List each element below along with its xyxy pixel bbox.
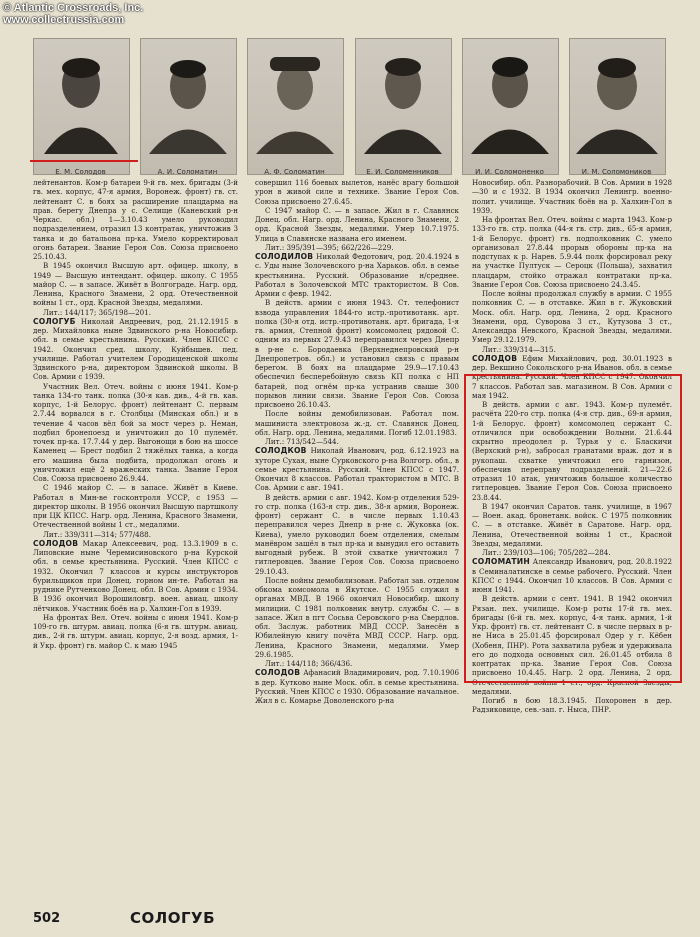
text-column-2 [255, 178, 459, 705]
portrait-photo-1 [33, 38, 130, 175]
literature-reference: Лит.: 144/118; 366/436. [265, 659, 353, 668]
entry-heading: СОЛОГУБ [33, 316, 76, 326]
portrait-photo-4 [355, 38, 452, 175]
literature-reference: Лит.: 395/391—395; 662/226—229. [265, 242, 394, 252]
article-paragraph: После войны демобилизован. Работал зав. отделом обкома комсомола в Якутске. С 1955 служил в органах МВД. В 1966 окончил Новосибир. школу милиции. С 1981 полковник внутр. службы С. — в запасе. Жил в пгт Сосьва Серовского р-на Свердлов. обл. Заслуж. работник МВД СССР. Занесён в Юбилейную книгу почёта МВД СССР. Нагр. орд. Ленина, Красного Знамени, медалями. Умер 29.6.1985. [255, 575, 459, 659]
portrait-row [28, 28, 672, 178]
article-paragraph: В действ. армии с июня 1943. Ст. телефонист взвода управления 1844-го истр.-противотанк. арт. полка (30-я отд. истр.-противотанк. арт. бригада, 1-я гв. армия, Степной фронт) комсомолец рядовой С. одним из первых 27.9.43 переправился через Днепр в р-не с. Бородаевка (Верхнеднепровский р-н Днепропетров. обл.) и установил связь с правым берегом. В боях на плацдарме 29.9—17.10.43 обеспечил бесперебойную связь КП полка с НП батарей, под огнём пр-ка устранив свыше 300 порывов линии связи. Звание Героя Сов. Союза присвоено 26.10.43. [255, 298, 459, 409]
portrait-photo-6 [569, 38, 666, 175]
article-paragraph: В действ. армии с сент. 1941. В 1942 окончил Рязан. пех. училище. Ком-р роты 17-й гв. мех. бригады (6-й гв. мех. корпус, 4-я танк. армия, 1-й Укр. фронт) гв. ст. лейтенант С. в числе первых в р-не Ниса в 25.01.45 форсировал Одер у г. Кёбен (Хобеня, ПНР). Рота захватила рубеж и удерживала его до подхода основных сил. 26.01.45 отбила 8 контратак пр-ка. Звание Героя Сов. Союза присвоено 10.4.45. Нагр. 2 орд. Ленина, 2 орд. Отечественной войны 1 ст., орд. Красной Звезды, медалями. [472, 594, 672, 696]
portrait-caption-6: И. М. Соломоников [581, 168, 652, 176]
article-paragraph: лейтенантов. Ком-р батареи 9-й гв. мех. бригады (3-й гв. мех. корпус, 47-я армия, Воронеж. фронт) гв. ст. лейтенант С. в боях за расширение плацдарма на прав. берегу Днепра у с. Селище (Каневский р-н Черкас. обл.) 1—3.10.43 умело руководил подразделением, отразил 13 контратак, уничтожив 3 танка и до батальона пр-ка. Умело корректировал огонь батареи. Звание Героя Сов. Союза присвоено 25.10.43. [33, 178, 238, 261]
article-paragraph: Макар Алексеевич, род. 13.3.1909 в с. Липовские ныне Черемисиновского р-на Курской обл. в семье крестьянина. Русский. Член КПСС с 1932. Окончил 7 классов и курсы инструкторов бурильщиков при Донец. горном ин-те. Работал на руднике Рутченково Донец. обл. В Сов. Армии с 1934. В 1936 окончил Ворошиловгр. воен. авиац. школу лётчиков. Участник боёв на р. Халхин-Гол в 1939. [33, 538, 238, 613]
article-paragraph: Александр Иванович, род. 20.8.1922 в Семиналатинске в семье рабочего. Русский. Член КПСС с 1944. Окончил 10 классов. В Сов. Армии с июня 1941. [472, 557, 672, 594]
article-paragraph: На фронтах Вел. Отеч. войны с марта 1943. Ком-р 133-го гв. стр. полка (44-я гв. стр. див., 65-я армия, 1-й Белорус. фронт) гв. подполковник С. умело организовал 27.8.44 прорыв обороны пр-ка на подступах к р. Нарев. 5.9.44 полк форсировал реку на участке Пултуск — Сероцк (Польша), захватил плацдарм, стойко отражал контратаки пр-ка. Звание Героя Сов. Союза присвоено 24.3.45. [472, 215, 672, 289]
literature-reference: Лит.: 339/311—314; 577/488. [43, 529, 151, 539]
portrait-caption-2: А. И. Соломатин [157, 168, 218, 176]
running-head: СОЛОГУБ [130, 909, 216, 927]
literature-reference: Лит.: 339/314—315. [482, 344, 556, 354]
portrait-silhouette-5 [463, 39, 558, 154]
article-paragraph: совершил 116 боевых вылетов, нанёс врагу большой урон в живой силе и технике. Звание Героя Сов. Союза присвоено 27.6.45. [255, 178, 459, 206]
portrait-caption-3: А. Ф. Соломатин [264, 168, 325, 176]
entry-heading: СОЛОМАТИН [472, 557, 530, 567]
article-paragraph: Афанасий Владимирович, род. 7.10.1906 в дер. Кутково ныне Моск. обл. в семье крестьянина. Русский. Член КПСС с 1930. Образование начальное. Жил в с. Комарье Доволенского р-на [255, 668, 459, 705]
article-paragraph: С 1946 майор С. — в запасе. Живёт в Киеве. Работал в Мин-ве госконтроля УССР, с 1953 — директор школы. В 1956 окончил Высшую партшколу при ЦК КПСС. Нагр. орд. Ленина, Красного Знамени, Отечественной войны 1 ст., медалями. [33, 483, 238, 530]
article-paragraph: В 1945 окончил Высшую арт. офицер. школу, в 1949 — Высшую интендант. офицер. школу. С 1955 майор С. — в запасе. Живёт в Волгограде. Нагр. орд. Ленина, Красного Знамени, 2 орд. Отечественной войны 1 ст., орд. Красной Звезды, медалями. [33, 261, 238, 308]
portrait-silhouette-4 [356, 39, 451, 154]
portrait-caption-1: Е. М. Солодов [55, 168, 106, 176]
page-number: 502 [33, 911, 61, 926]
caption-highlight-underline [30, 160, 138, 162]
portrait-caption-5: И. И. Соломоненко [475, 168, 544, 176]
entry-heading: СОЛОДОВ [33, 538, 79, 548]
article-paragraph: В 1947 окончил Саратов. танк. училище, в 1967 — Воен. акад. бронетанк. войск. С 1975 полковник С. — в отставке. Живёт в Саратове. Нагр. орд. Ленина, Отечественной войны 1 ст., Красной Звезды, медалями. [472, 501, 672, 548]
article-paragraph: Участник Вел. Отеч. войны с июня 1941. Ком-р танка 134-го танк. полка (30-я кав. див., 4-й гв. кав. корпус, 1-й Белорус. фронт) лейтенант С. первым 2.7.44 ворвался в г. Столбцы (Минская обл.) и в течение 4 часов вёл бой за мост через р. Неман, подбил бронепоезд и уничтожил до 10 пулемёт. точек пр-ка. 17.7.44 у дер. Выгонощи в бою на шоссе Каменец — Брест подбил 2 тяжёлых танка, а когда его машина была подбита, продолжал огонь и уничтожил ещё 2 вражеских танка. Звание Героя Сов. Союза присвоено 26.9.44. [33, 381, 238, 483]
article-paragraph: Новосибир. обл. Разнорабочий. В Сов. Армии в 1928—30 и с 1932. В 1934 окончил Ленингр. военно-полит. училище. Участник боёв на р. Халхин-Гол в 1939. [472, 178, 672, 215]
entry-heading: СОЛОДОВ [472, 353, 518, 363]
portrait-caption-4: Е. И. Соломенников [366, 168, 439, 176]
article-paragraph: После войны продолжал службу в армии. С 1955 полковник С. — в отставке. Жил в г. Жуковский Моск. обл. Нагр. орд. Ленина, 2 орд. Красного Знамени, орд. Суворова 3 ст., Кутузова 3 ст., Александра Невского, Красной Звезды, медалями. Умер 29.12.1979. [472, 289, 672, 345]
article-paragraph: Николай Федотович, род. 20.4.1924 в с. Уды ныне Золочевского р-на Харьков. обл. в семье крестьянина. Русский. Образование н/среднее. Работал в Золочевской МТС трактористом. В Сов. Армии с февр. 1942. [255, 252, 459, 298]
portrait-photo-3 [247, 38, 344, 175]
article-paragraph: В действ. армии с авг. 1943. Ком-р пулемёт. расчёта 220-го стр. полка (4-я стр. див., 69-я армия, 1-й Белорус. фронт) комсомолец сержант С. отличился при освобождении Волыни. 21.6.44 скрытно преодолел р. Турья у с. Бласкичи (Верхский р-н), забросал гранатами враж. дот и в рукопаш. схватке уничтожил его гарнизон, обеспечив переправу подразделений. 21—22.6 отразил 10 атак, уничтожив большое количество гитлеровцев. Звание Героя Сов. Союза присвоено 23.8.44. [472, 400, 672, 502]
article-paragraph: Николай Андреевич, род. 21.12.1915 в дер. Михайловка ныне Здвинского р-на Новосибир. обл. в семье крестьянина. Русский. Член КПСС с 1942. Окончил сред. школу, Куйбышев. пед. училище. Работал учителем Городищенской школы Здвинского р-на, директором Здвинской школы. В Сов. Армии с 1939. [33, 316, 239, 382]
article-paragraph: Николай Иванович, род. 6.12.1923 на хуторе Сухая, ныне Сурковского р-на Волгогр. обл., в семье крестьянина. Русский. Член КПСС с 1947. Окончил 8 классов. Работал трактористом в МТС. В Сов. Армии с авг. 1941. [255, 446, 459, 493]
literature-reference: Лит.: 239/103—106; 705/282—284. [482, 548, 611, 557]
portrait-silhouette-2 [141, 39, 236, 154]
article-paragraph: На фронтах Вел. Отеч. войны с июня 1941. Ком-р 109-го гв. штурм. авиац. полка (6-я гв. штурм. авиац. див., 2-й гв. штурм. авиац. корпус, 2-я возд. армия, 1-й Укр. фронт) гв. майор С. к маю 1945 [33, 612, 238, 650]
article-paragraph: В действ. армии с авг. 1942. Ком-р отделения 529-го стр. полка (163-я стр. див., 38-я армия, Воронеж. фронт) сержант С. в числе первых 1.10.43 переправился через Днепр в р-не с. Жуковка (ок. Киева), умело руководил боем отделения, смелым манёвром зашёл в тыл пр-ка и вынудил его оставить выгодный рубеж. В этой схватке уничтожил 7 гитлеровцев. Звание Героя Сов. Союза присвоено 29.10.43. [255, 492, 459, 576]
portrait-silhouette-3 [248, 39, 343, 154]
portrait-photo-5 [462, 38, 559, 175]
watermark [3, 2, 143, 26]
watermark-line1: © Atlantic Crossroads, Inc. [3, 2, 144, 14]
portrait-silhouette-1 [34, 39, 129, 154]
entry-heading: СОЛОДИЛОВ [255, 252, 314, 261]
article-paragraph: Ефим Михайлович, род. 30.01.1923 в дер. Векшино Сокольского р-на Иванов. обл. в семье крестьянина. Русский. Член КПСС с 1947. Окончил 7 классов. Работал зав. магазином. В Сов. Армии с мая 1942. [472, 353, 672, 400]
article-paragraph: После войны демобилизован. Работал пом. машиниста электровоза ж.-д. ст. Славянск Донец. обл. Нагр. орд. Ленина, медалями. Погиб 12.01.1983. [255, 409, 459, 437]
literature-reference: Лит.: 713/542—544. [265, 437, 339, 446]
portrait-photo-2 [140, 38, 237, 175]
article-paragraph: С 1947 майор С. — в запасе. Жил в г. Славянск Донец. обл. Нагр. орд. Ленина, Красного Знамени, 2 орд. Красной Звезды, медалями. Умер 10.7.1975. Улица в Славянске названа его именем. [255, 205, 459, 243]
portrait-silhouette-6 [570, 39, 665, 154]
highlighted-entry-frame [464, 374, 682, 683]
entry-heading: СОЛОДОВ [255, 668, 301, 678]
text-column-1 [33, 178, 238, 650]
article-paragraph: Погиб в бою 18.3.1945. Похоронен в дер. Радзиковице, сев.-зап. г. Ныса, ПНР. [472, 696, 672, 715]
literature-reference: Лит.: 144/117; 365/198—201. [43, 307, 151, 317]
entry-heading: СОЛОДКОВ [255, 446, 307, 456]
watermark-line2: www.collectrussia.com [3, 14, 125, 26]
